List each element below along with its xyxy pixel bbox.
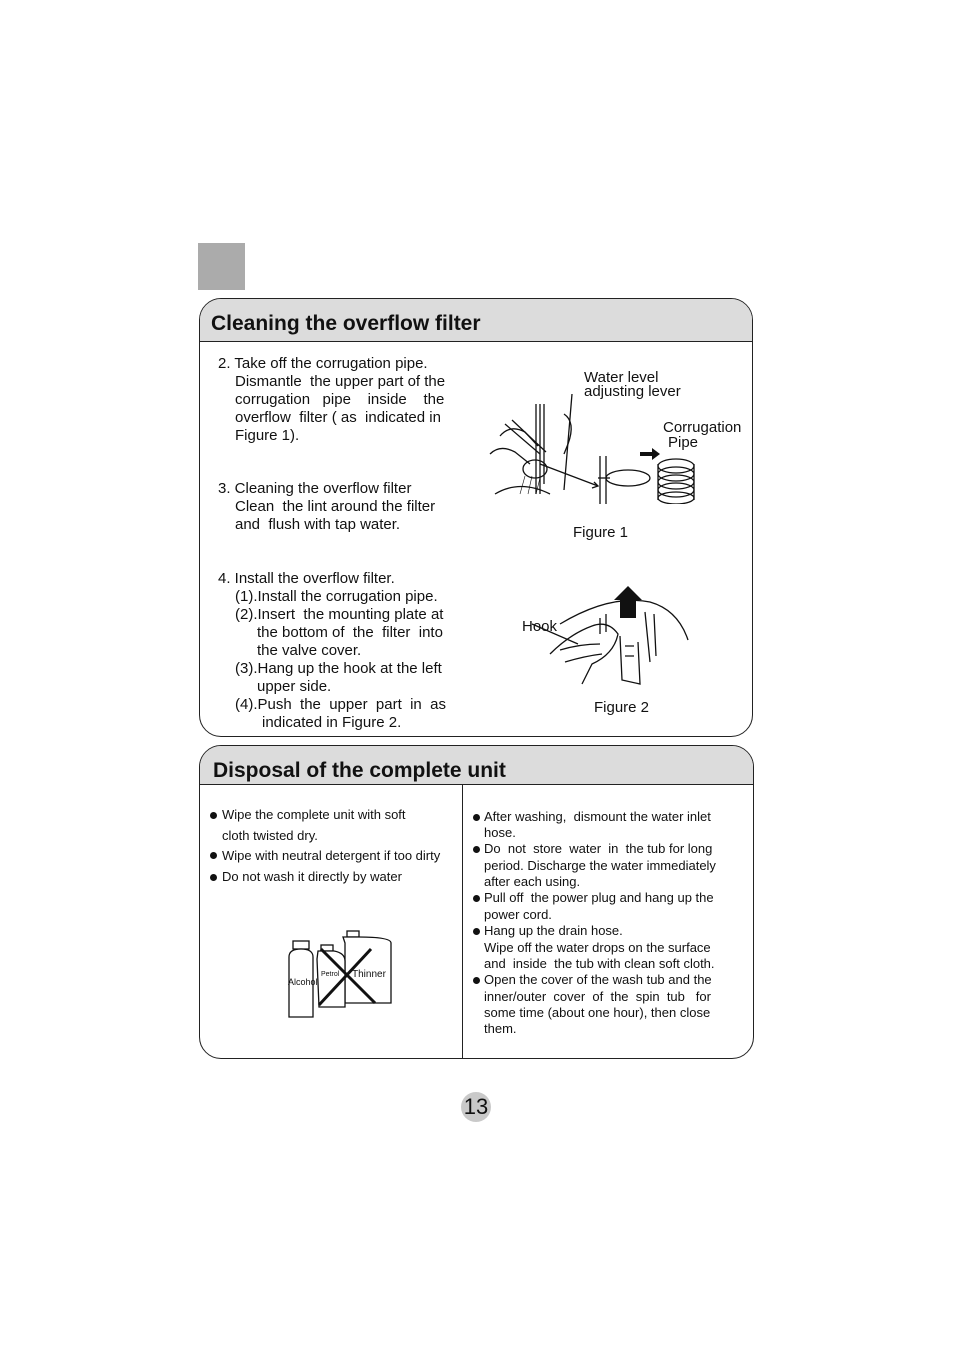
disposal-divider [462, 784, 463, 1058]
step-4-line: (2).Insert the mounting plate at [235, 606, 444, 623]
right-bullet-text: Pull off the power plug and hang up the [484, 890, 714, 905]
bullet-dot [210, 874, 217, 881]
corrugation-pipe-label: Pipe [668, 434, 699, 451]
overflow-filter-title: Cleaning the overflow filter [211, 312, 481, 335]
right-bullet-text: Do not store water in the tub for long [484, 841, 713, 856]
right-bullet-text: period. Discharge the water immediately [484, 858, 716, 873]
bullet-dot [473, 895, 480, 902]
disposal-title: Disposal of the complete unit [213, 759, 506, 782]
bullet-dot [473, 977, 480, 984]
step-4-line: indicated in Figure 2. [262, 714, 402, 731]
right-bullet-text: and inside the tub with clean soft cloth. [484, 956, 715, 971]
step-2-line: Figure 1). [235, 427, 300, 444]
corrugation-pipe-label: Corrugation [663, 419, 742, 436]
alcohol-label: Alcohol [288, 977, 318, 987]
step-2-line: corrugation pipe inside the [235, 391, 445, 408]
step-3-line: 3. Cleaning the overflow filter [218, 480, 412, 497]
disposal-panel [199, 745, 754, 1059]
step-3-line: Clean the lint around the filter [235, 498, 436, 515]
step-4-line: the valve cover. [257, 642, 362, 659]
step-2-line: Dismantle the upper part of the [235, 373, 446, 390]
right-bullet-text: hose. [484, 825, 516, 840]
overflow-filter-panel [199, 298, 753, 737]
right-bullet-text: After washing, dismount the water inlet [484, 809, 711, 824]
bullet-dot [473, 846, 480, 853]
step-4-line: (3).Hang up the hook at the left [235, 660, 442, 677]
step-3-line: and flush with tap water. [235, 516, 401, 533]
bullet-dot [210, 812, 217, 819]
page-number: 13 [461, 1092, 491, 1122]
right-bullet-text: Open the cover of the wash tub and the [484, 972, 712, 987]
figure-1-illustration [480, 394, 700, 504]
right-bullet-text: power cord. [484, 907, 552, 922]
left-bullet-text: Wipe the complete unit with soft [222, 807, 406, 822]
step-4-line: (1).Install the corrugation pipe. [235, 588, 438, 605]
right-bullet-text: after each using. [484, 874, 581, 889]
right-bullet-text: some time (about one hour), then close [484, 1005, 711, 1020]
bullet-dot [473, 928, 480, 935]
step-4-line: the bottom of the filter into [257, 624, 443, 641]
hook-label: Hook [522, 618, 558, 635]
figure-2-caption: Figure 2 [594, 699, 650, 716]
water-level-lever-label: Water level [584, 369, 659, 386]
step-4-line: upper side. [257, 678, 332, 695]
petrol-label: Petrol [321, 971, 340, 978]
section-marker [198, 243, 245, 290]
right-bullet-text: inner/outer cover of the spin tub for [484, 989, 711, 1004]
right-bullet-text: Wipe off the water drops on the surface [484, 940, 711, 955]
water-level-lever-label: adjusting lever [584, 383, 681, 400]
figure-2-illustration [530, 584, 695, 689]
step-2-line: 2. Take off the corrugation pipe. [218, 355, 428, 372]
bullet-dot [473, 814, 480, 821]
step-4-line: (4).Push the upper part in as [235, 696, 446, 713]
figure-1-caption: Figure 1 [573, 524, 629, 541]
right-bullet-text: Hang up the drain hose. [484, 923, 623, 938]
left-bullet-text: cloth twisted dry. [222, 828, 318, 843]
right-bullet-text: them. [484, 1021, 517, 1036]
step-2-line: overflow filter ( as indicated in [235, 409, 441, 426]
left-bullet-text: Do not wash it directly by water [222, 869, 402, 884]
thinner-label: Thinner [352, 969, 386, 980]
bullet-dot [210, 852, 217, 859]
step-4-line: 4. Install the overflow filter. [218, 570, 395, 587]
left-bullet-text: Wipe with neutral detergent if too dirty [222, 848, 441, 863]
